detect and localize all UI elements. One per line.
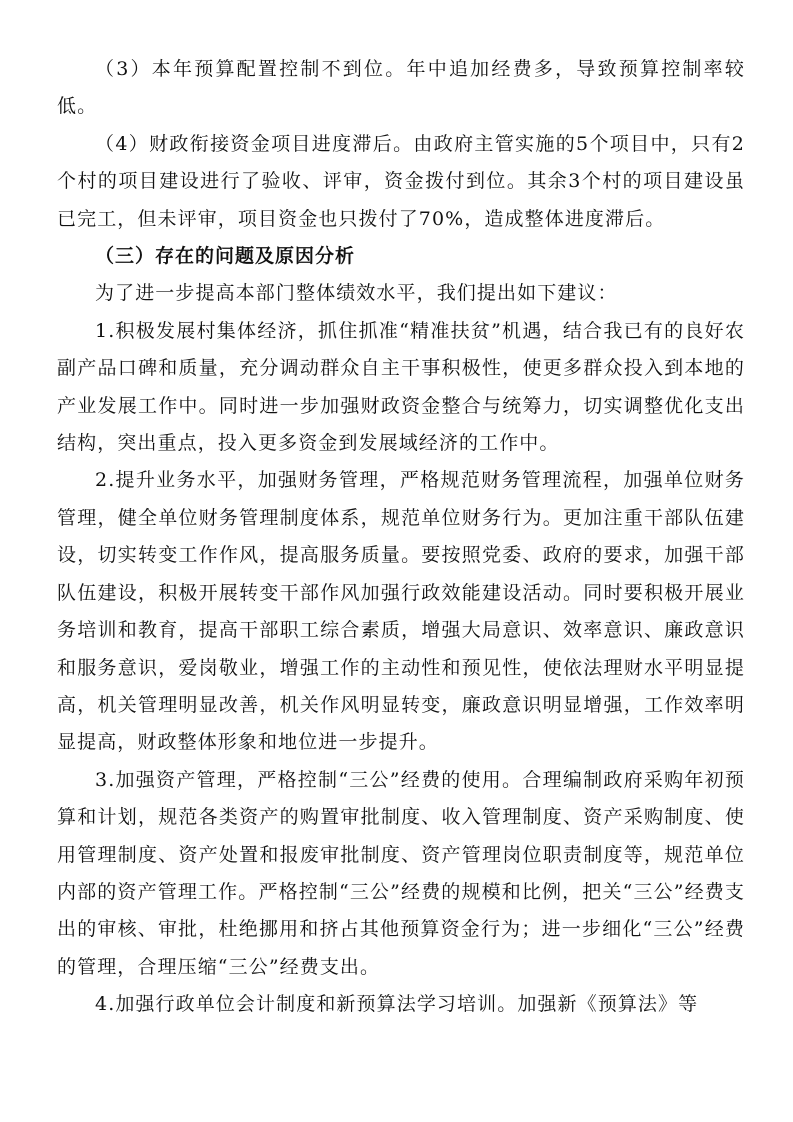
paragraph-budget-control: （3）本年预算配置控制不到位。年中追加经费多，导致预算控制率较低。 (57, 58, 745, 118)
section-heading: （三）存在的问题及原因分析 (95, 245, 356, 268)
document-body (57, 51, 745, 1024)
paragraph-suggestion-1: 1.积极发展村集体经济，抓住抓准“精准扶贫”机遇，结合我已有的良好农副产品口碑和质量，充分调动群众自主干事积极性，使更多群众投入到本地的产业发展工作中。同时进一步加强财政资金整合与统筹力，切实调整优化支出结构，突出重点，投入更多资金到发展域经济的工作中。 (57, 319, 745, 455)
paragraph-suggestion-2: 2.提升业务水平，加强财务管理，严格规范财务管理流程，加强单位财务管理，健全单位财务管理制度体系，规范单位财务行为。更加注重干部队伍建设，切实转变工作作风，提高服务质量。要按照党委、政府的要求，加强干部队伍建设，积极开展转变干部作风加强行政效能建设活动。同时要积极开展业务培训和教育，提高干部职工综合素质，增强大局意识、效率意识、廉政意识和服务意识，爱岗敬业，增强工作的主动性和预见性，使依法理财水平明显提高，机关管理明显改善，机关作风明显转变，廉政意识明显增强，工作效率明显提高，财政整体形象和地位进一步提升。 (57, 469, 745, 754)
paragraph-project-progress: （4）财政衔接资金项目进度滞后。由政府主管实施的5个项目中，只有2个村的项目建设进行了验收、评审，资金拨付到位。其余3个村的项目建设虽已完工，但未评审，项目资金也只拨付了70%，造成整体进度滞后。 (57, 132, 745, 230)
paragraph-suggestion-4: 4.加强行政单位会计制度和新预算法学习培训。加强新《预算法》等 (95, 993, 699, 1016)
paragraph-suggestion-3: 3.加强资产管理，严格控制“三公”经费的使用。合理编制政府采购年初预算和计划，规范各类资产的购置审批制度、收入管理制度、资产采购制度、使用管理制度、资产处置和报废审批制度、资产管理岗位职责制度等，规范单位内部的资产管理工作。严格控制“三公”经费的规模和比例，把关“三公”经费支出的审核、审批，杜绝挪用和挤占其他预算资金行为；进一步细化“三公”经费的管理，合理压缩“三公”经费支出。 (57, 768, 745, 978)
paragraph-intro: 为了进一步提高本部门整体绩效水平，我们提出如下建议： (95, 282, 618, 305)
